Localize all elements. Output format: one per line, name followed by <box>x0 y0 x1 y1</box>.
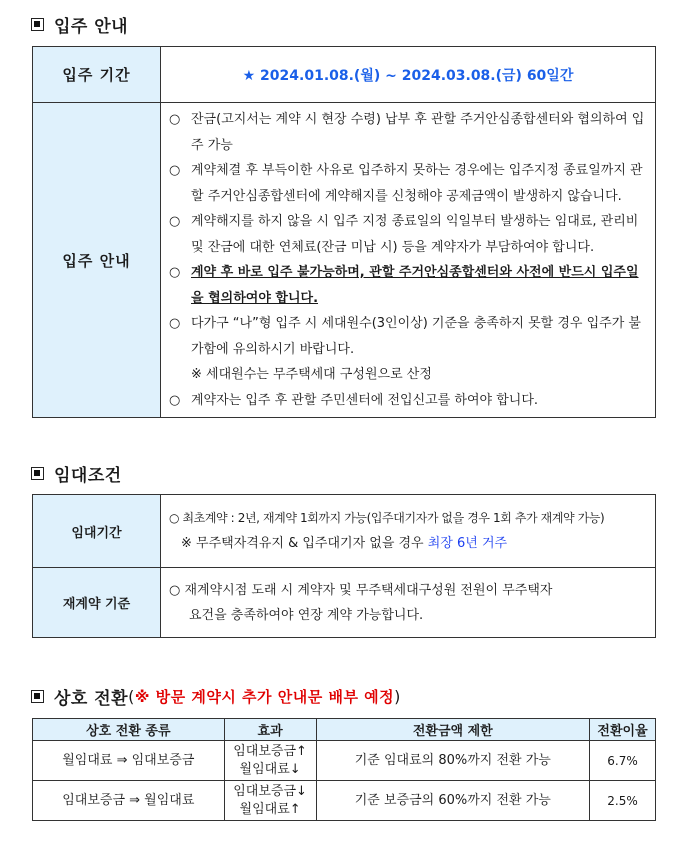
conversion-type: 임대보증금 ⇒ 월임대료 <box>33 781 225 821</box>
conversion-limit: 기준 임대료의 80%까지 전환 가능 <box>316 741 590 781</box>
effect-line: 월임대료↑ <box>239 801 301 817</box>
period-value: ★ 2024.01.08.(월) ~ 2024.03.08.(금) 60일간 <box>161 47 656 103</box>
circle-bullet-icon: ○ <box>169 392 181 408</box>
move-in-guide-table <box>32 46 656 418</box>
guide-content <box>161 103 656 418</box>
visit-notice-note: ※ 방문 계약시 추가 안내문 배부 예정 <box>134 688 395 706</box>
guide-label: 입주 안내 <box>33 103 161 418</box>
renewal-criteria-label: 재계약 기준 <box>33 568 161 638</box>
renewal-line1: ○ 재계약시점 도래 시 계약자 및 무주택세대구성원 전원이 무주택자 <box>169 582 553 598</box>
conversion-table <box>32 718 656 821</box>
conversion-effect <box>224 741 316 781</box>
square-bullet-icon <box>31 467 44 480</box>
effect-line: 임대보증금↓ <box>233 783 307 799</box>
section-title-text: 임대조건 <box>54 466 122 486</box>
circle-bullet-icon: ○ <box>169 265 181 280</box>
lease-terms-table <box>32 494 656 638</box>
guide-item-text: 계약해지를 하지 않을 시 입주 지정 종료일의 익일부터 발생하는 임대료, 관리비 및 잔금에 대한 연체료(잔금 미납 시) 등을 계약자가 부담하여야 합니다. <box>191 214 639 255</box>
guide-item-text: 계약 후 바로 입주 불가능하며, 관할 주거안심종합센터와 사전에 반드시 입주일을 협의하여야 합니다. <box>191 265 639 306</box>
section-title-move-in-guide <box>31 12 128 37</box>
effect-line: 임대보증금↑ <box>233 743 307 759</box>
max-residence-highlight: 최장 6년 거주 <box>427 536 508 551</box>
conversion-limit: 기준 보증금의 60%까지 전환 가능 <box>316 781 590 821</box>
guide-item <box>169 209 647 260</box>
lease-period-line2 <box>169 531 647 556</box>
circle-bullet-icon: ○ <box>169 316 181 331</box>
col-header-type: 상호 전환 종류 <box>33 719 225 741</box>
circle-bullet-icon: ○ <box>169 214 181 229</box>
conversion-effect <box>224 781 316 821</box>
conversion-rate: 2.5% <box>590 781 656 821</box>
section-title-text: 상호 전환 <box>54 689 129 709</box>
table-row <box>33 781 656 821</box>
renewal-line2: 요건을 충족하여야 연장 계약 가능합니다. <box>189 607 424 623</box>
lease-period-line1: ○ 최초계약 : 2년, 재계약 1회까지 가능(입주대기자가 없을 경우 1회 추가 재계약 가능) <box>169 511 605 525</box>
col-header-rate: 전환이율 <box>590 719 656 741</box>
lease-period-note: ※ 무주택자격유지 & 입주대기자 없을 경우 <box>181 536 428 551</box>
guide-item-text: 계약체결 후 부득이한 사유로 입주하지 못하는 경우에는 입주지정 종료일까지 관할 주거안심종합센터에 계약해지를 신청해야 공제금액이 발생하지 않습니다. <box>191 163 643 204</box>
conversion-rate: 6.7% <box>590 741 656 781</box>
section-title-lease-terms <box>31 461 122 486</box>
circle-bullet-icon: ○ <box>169 163 181 178</box>
table-row-renewal-criteria <box>33 568 656 638</box>
square-bullet-icon <box>31 690 44 703</box>
lease-period-label: 임대기간 <box>33 495 161 568</box>
table-row <box>33 741 656 781</box>
guide-item <box>169 107 647 158</box>
table-row-guide <box>33 103 656 418</box>
guide-subnote: ※ 세대원수는 무주택세대 구성원으로 산정 <box>191 367 432 382</box>
guide-item-important <box>169 260 647 311</box>
guide-item <box>169 388 647 414</box>
paren-close: ) <box>394 687 401 706</box>
effect-line: 월임대료↓ <box>239 761 301 777</box>
col-header-limit: 전환금액 제한 <box>316 719 590 741</box>
guide-item-text: 계약자는 입주 후 관할 주민센터에 전입신고를 하여야 합니다. <box>191 392 539 408</box>
period-label: 입주 기간 <box>33 47 161 103</box>
paren-open: ( <box>128 687 135 706</box>
section-title-text: 입주 안내 <box>54 17 129 37</box>
circle-bullet-icon: ○ <box>169 112 181 127</box>
section-title-conversion <box>31 684 401 709</box>
guide-item <box>169 158 647 209</box>
col-header-effect: 효과 <box>224 719 316 741</box>
lease-period-content <box>161 495 656 568</box>
conversion-type: 월임대료 ⇒ 임대보증금 <box>33 741 225 781</box>
square-bullet-icon <box>31 18 44 31</box>
guide-item-text: 잔금(고지서는 계약 시 현장 수령) 납부 후 관할 주거안심종합센터와 협의하여 입주 가능 <box>191 112 645 153</box>
guide-item-text: 다가구 “나”형 입주 시 세대원수(3인이상) 기준을 충족하지 못할 경우 입주가 불가함에 유의하시기 바랍니다. <box>191 316 641 357</box>
guide-item <box>169 311 647 362</box>
renewal-criteria-content <box>161 568 656 638</box>
table-row-period <box>33 47 656 103</box>
table-header-row <box>33 719 656 741</box>
table-row-lease-period <box>33 495 656 568</box>
